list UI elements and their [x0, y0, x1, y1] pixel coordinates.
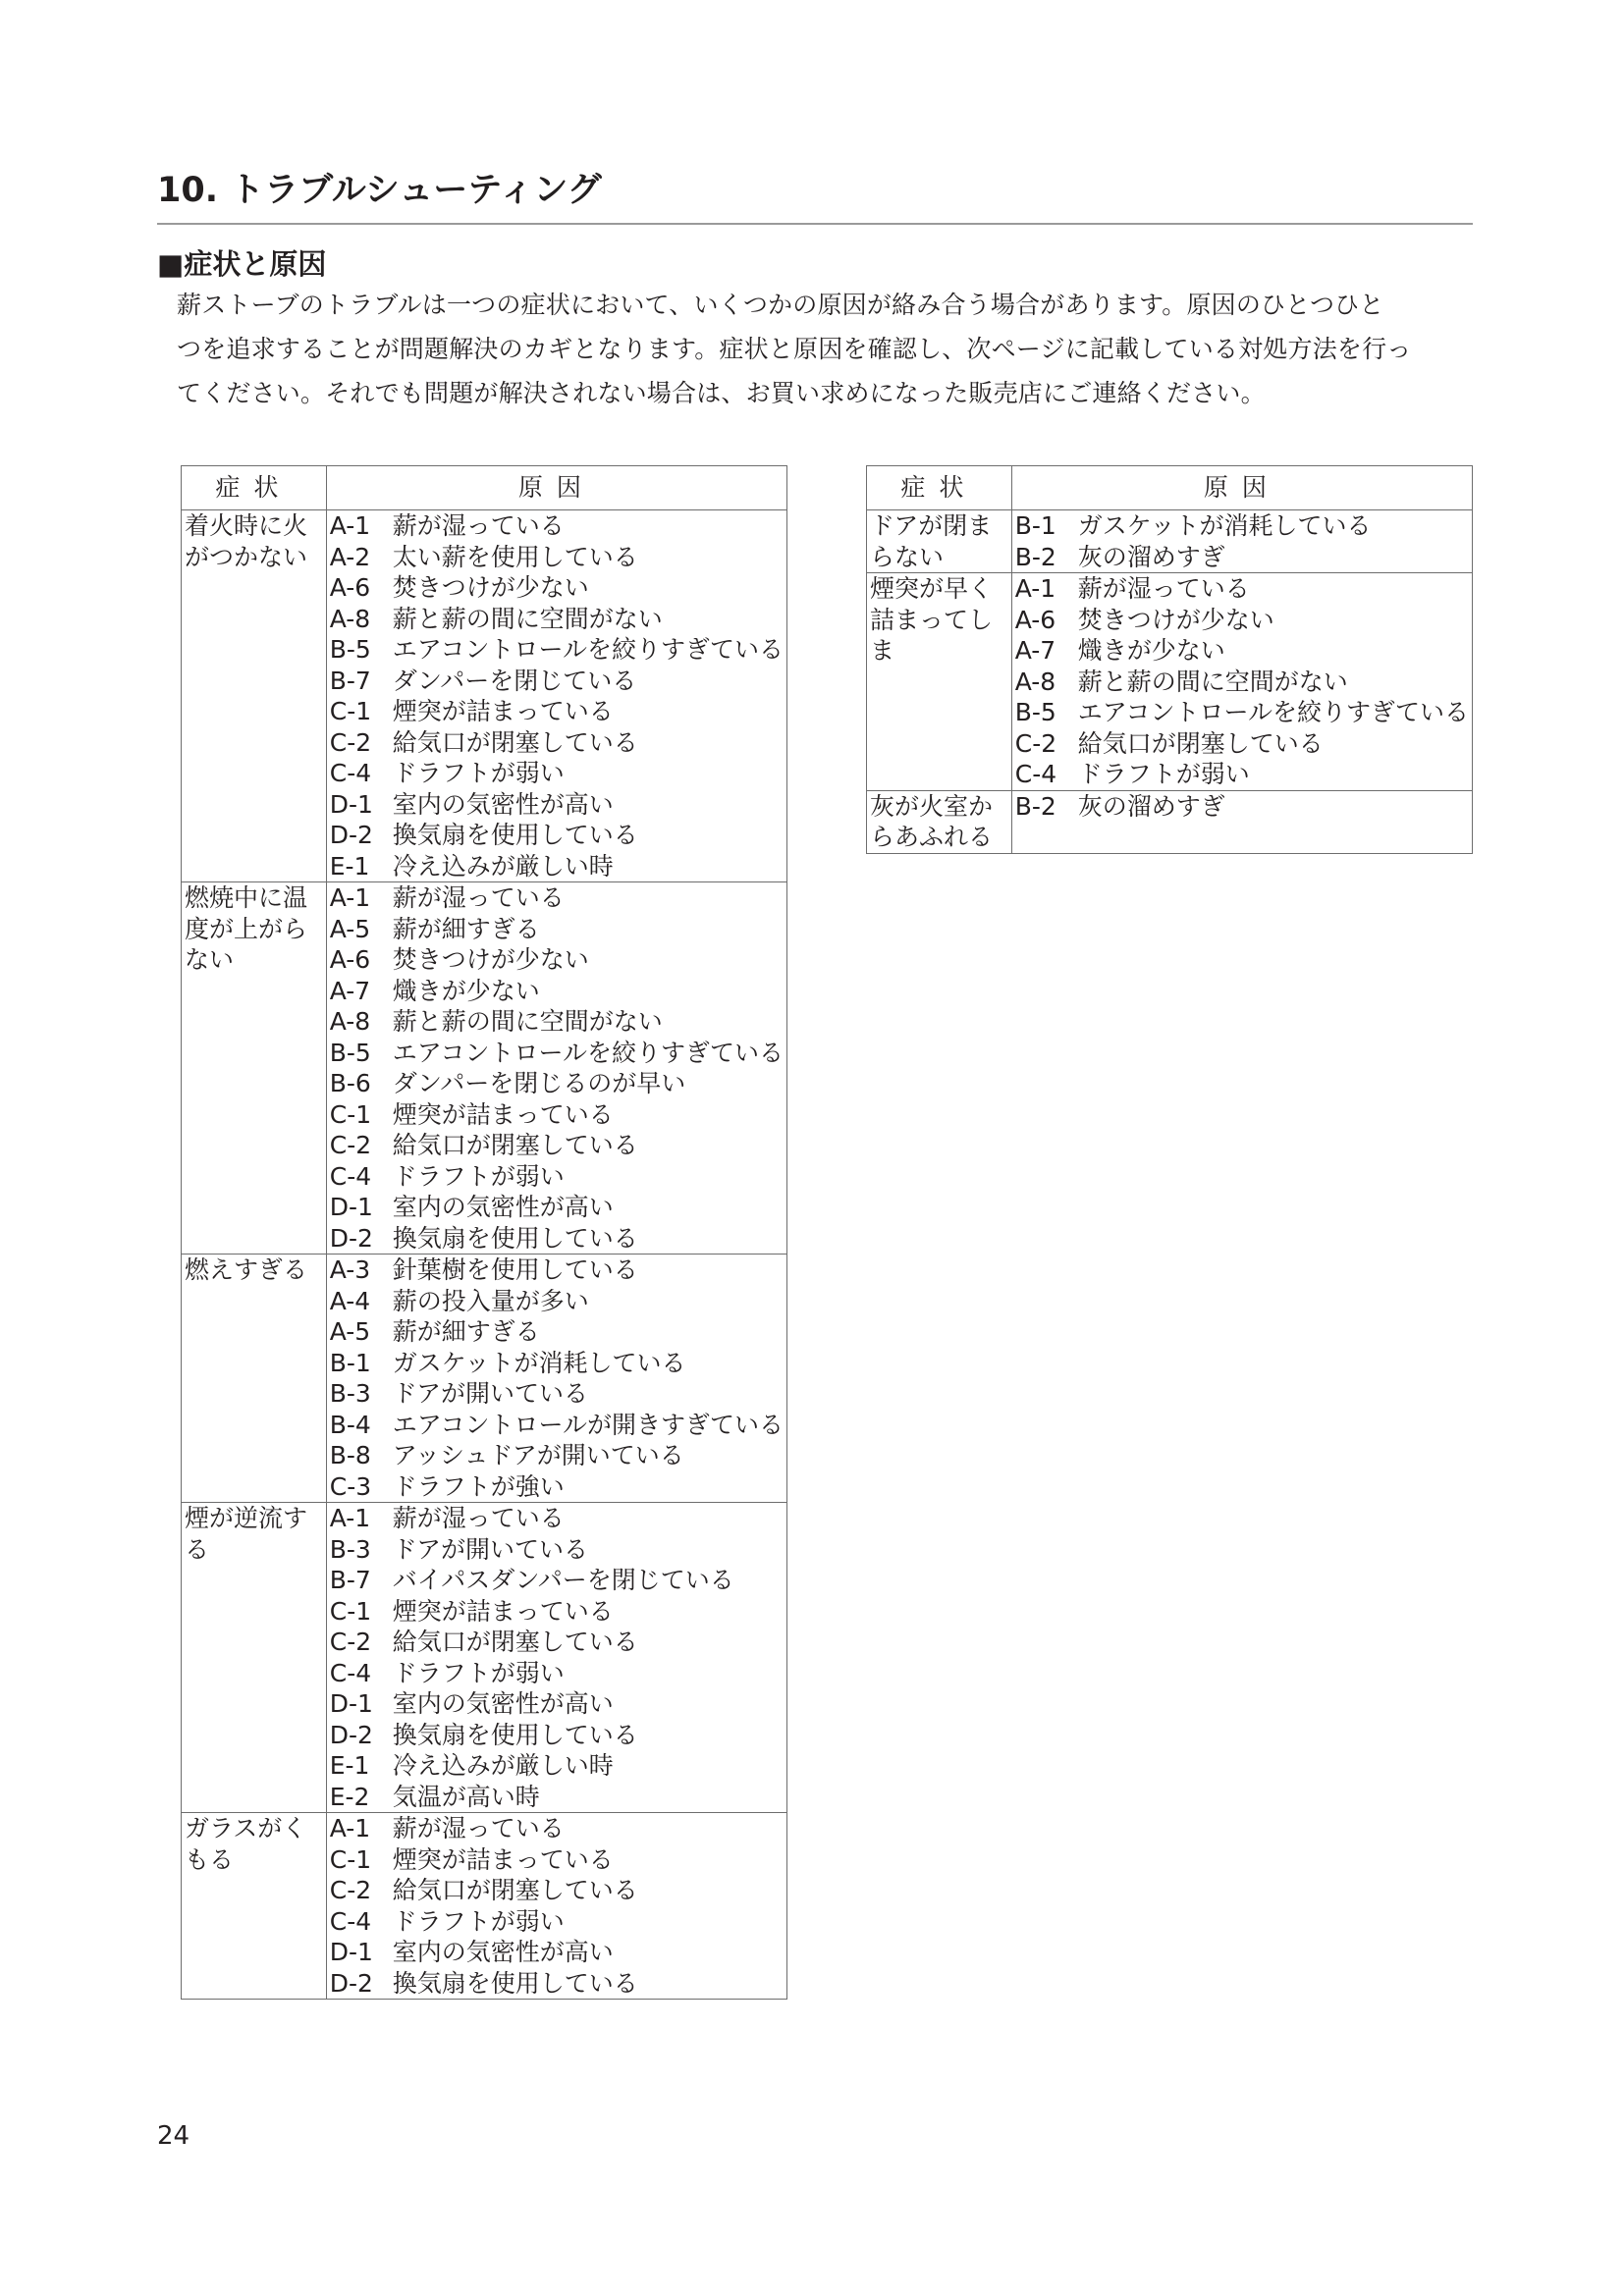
cause-text: ドラフトが弱い	[1077, 760, 1250, 788]
cause-text: ガスケットが消耗している	[1077, 511, 1372, 540]
cause-text: 気温が高い時	[392, 1782, 540, 1811]
cause-text: 換気扇を使用している	[392, 1720, 638, 1749]
cause-item	[330, 1161, 784, 1193]
cause-item	[330, 1503, 784, 1534]
cause-code: D-2	[329, 1968, 373, 1998]
cause-code: B-6	[329, 1069, 371, 1097]
cause-code: A-8	[1014, 667, 1056, 696]
cause-text: 薪が湿っている	[392, 883, 565, 912]
intro-line: つを追求することが問題解決のカギとなります。症状と原因を確認し、次ページに記載している対処方法を行っ	[177, 335, 1412, 363]
cause-code: C-2	[329, 1131, 372, 1159]
cause-item	[1015, 791, 1469, 823]
cause-item	[330, 1471, 784, 1503]
page-number: 24	[157, 2121, 190, 2151]
table-row	[182, 1503, 787, 1813]
cause-text: 焚きつけが少ない	[392, 573, 589, 602]
cause-text: 薪が湿っている	[392, 511, 565, 540]
cause-text: 薪と薪の間に空間がない	[392, 1007, 663, 1036]
cause-code: A-1	[329, 883, 371, 912]
intro-line: てください。それでも問題が解決されない場合は、お買い求めになった販売店にご連絡ください。	[177, 379, 1266, 407]
cause-item	[330, 1286, 784, 1317]
symptom-cell: 燃焼中に温度が上がらない	[182, 882, 327, 1255]
intro-paragraph	[177, 283, 1463, 415]
header-cause: 原因	[326, 466, 786, 510]
cause-text: 冷え込みが厳しい時	[392, 1751, 614, 1780]
table-body	[182, 510, 787, 2000]
cause-code: A-3	[329, 1255, 371, 1284]
cause-item	[1015, 573, 1469, 605]
cause-text: 煙突が詰まっている	[392, 697, 614, 725]
table-row	[867, 510, 1473, 573]
cause-text: 薪と薪の間に空間がない	[1077, 667, 1348, 696]
cause-text: 煙突が詰まっている	[392, 1099, 614, 1129]
cause-item	[330, 758, 784, 789]
cause-text: 薪が細すぎる	[392, 1317, 540, 1346]
cause-item	[330, 882, 784, 914]
cause-item	[1015, 697, 1469, 728]
cause-code: D-1	[329, 1193, 373, 1221]
cause-code: B-1	[1014, 511, 1056, 540]
cause-item	[330, 1192, 784, 1223]
cause-code: D-2	[329, 1720, 373, 1749]
cause-code: E-1	[329, 1751, 370, 1780]
cause-code: D-2	[329, 821, 373, 849]
symptom-cell: ガラスがくもる	[182, 1813, 327, 2000]
cause-item	[330, 634, 784, 666]
symptom-cell: ドアが閉まらない	[867, 510, 1012, 573]
cause-code: A-6	[329, 945, 371, 974]
cause-text: ドラフトが強い	[392, 1471, 565, 1501]
cause-item	[1015, 728, 1469, 760]
cause-item	[330, 1906, 784, 1938]
cause-cell	[1011, 790, 1472, 853]
table-header-row	[867, 466, 1473, 510]
intro-line: 薪ストーブのトラブルは一つの症状において、いくつかの原因が絡み合う場合があります。原因のひとつひと	[177, 291, 1384, 319]
cause-code: C-4	[1014, 760, 1057, 788]
cause-code: D-1	[329, 1689, 373, 1718]
cause-cell	[1011, 573, 1472, 791]
cause-text: 薪が湿っている	[392, 1814, 565, 1842]
table-row	[182, 510, 787, 882]
table-row	[867, 573, 1473, 791]
cause-code: A-1	[1014, 574, 1056, 603]
cause-code: C-3	[329, 1471, 372, 1501]
cause-text: 室内の気密性が高い	[392, 1689, 614, 1718]
cause-text: ドアが開いている	[392, 1379, 588, 1408]
cause-item	[1015, 605, 1469, 636]
cause-cell	[1011, 510, 1472, 573]
cause-item	[330, 976, 784, 1007]
cause-text: 焚きつけが少ない	[1077, 605, 1274, 634]
cause-item	[330, 1410, 784, 1441]
cause-cell	[326, 510, 786, 882]
cause-text: ドアが開いている	[392, 1534, 588, 1564]
cause-text: 熾きが少ない	[1077, 636, 1225, 665]
cause-code: C-1	[329, 1596, 372, 1626]
cause-code: D-1	[329, 789, 373, 819]
cause-text: ダンパーを閉じるのが早い	[392, 1069, 686, 1097]
cause-item	[330, 1627, 784, 1658]
cause-item	[330, 510, 784, 542]
cause-code: B-4	[329, 1410, 371, 1439]
cause-item	[1015, 759, 1469, 790]
symptom-cell: 煙が逆流する	[182, 1503, 327, 1813]
table-body	[867, 510, 1473, 854]
cause-item	[330, 1099, 784, 1131]
cause-text: 針葉樹を使用している	[392, 1255, 638, 1284]
title-rule	[157, 223, 1473, 225]
cause-item	[330, 1038, 784, 1069]
cause-text: ダンパーを閉じている	[392, 666, 637, 695]
cause-code: B-3	[329, 1379, 371, 1408]
symptom-cell: 燃えすぎる	[182, 1255, 327, 1503]
cause-text: 薪の投入量が多い	[392, 1286, 589, 1315]
cause-code: C-4	[329, 1906, 372, 1936]
cause-item	[330, 1068, 784, 1099]
cause-code: C-2	[329, 727, 372, 757]
table-header-row	[182, 466, 787, 510]
cause-item	[1015, 635, 1469, 667]
cause-item	[330, 666, 784, 697]
table-row	[867, 790, 1473, 853]
cause-item	[330, 696, 784, 727]
cause-code: C-4	[329, 1161, 372, 1191]
cause-cell	[326, 882, 786, 1255]
symptom-cell: 着火時に火がつかない	[182, 510, 327, 882]
cause-text: 薪が細すぎる	[392, 914, 540, 943]
cause-cell	[326, 1813, 786, 2000]
cause-item	[330, 1844, 784, 1876]
cause-text: 室内の気密性が高い	[392, 789, 614, 819]
cause-text: 熾きが少ない	[392, 976, 540, 1005]
cause-item	[1015, 542, 1469, 573]
cause-code: B-3	[329, 1534, 371, 1564]
cause-item	[330, 1006, 784, 1038]
table-row	[182, 1813, 787, 2000]
cause-text: 換気扇を使用している	[392, 821, 638, 849]
cause-text: ドラフトが弱い	[392, 1658, 565, 1687]
cause-text: 太い薪を使用している	[392, 542, 638, 571]
cause-code: D-1	[329, 1938, 373, 1966]
cause-item	[330, 572, 784, 604]
cause-item	[330, 1720, 784, 1751]
sub-heading: ■症状と原因	[157, 247, 327, 281]
cause-text: アッシュドアが開いている	[392, 1441, 684, 1469]
cause-code: B-5	[329, 635, 371, 664]
cause-text: エアコントロールが開きすぎている	[392, 1410, 784, 1439]
cause-item	[330, 1937, 784, 1968]
cause-item	[1015, 667, 1469, 698]
cause-text: 給気口が閉塞している	[392, 1876, 638, 1904]
cause-item	[330, 1875, 784, 1906]
cause-item	[330, 1688, 784, 1720]
cause-code: C-2	[329, 1628, 372, 1656]
cause-code: A-4	[329, 1286, 371, 1315]
cause-code: A-7	[329, 976, 371, 1005]
cause-item	[330, 1750, 784, 1782]
table-row	[182, 1255, 787, 1503]
cause-code: C-4	[329, 1658, 372, 1687]
cause-text: 煙突が詰まっている	[392, 1596, 614, 1626]
cause-item	[330, 1255, 784, 1286]
cause-text: エアコントロールを絞りすぎている	[392, 1038, 784, 1067]
cause-text: エアコントロールを絞りすぎている	[392, 635, 784, 664]
trouble-table-left	[181, 465, 787, 2000]
cause-code: E-1	[329, 851, 370, 881]
cause-item	[330, 1596, 784, 1628]
cause-item	[330, 1534, 784, 1566]
cause-code: A-6	[329, 573, 371, 602]
cause-item	[330, 1348, 784, 1379]
cause-cell	[326, 1255, 786, 1503]
cause-item	[330, 944, 784, 976]
cause-code: A-1	[329, 511, 371, 540]
cause-text: エアコントロールを絞りすぎている	[1077, 698, 1469, 726]
cause-text: ドラフトが弱い	[392, 759, 565, 787]
cause-item	[330, 914, 784, 945]
cause-text: 薪と薪の間に空間がない	[392, 604, 663, 633]
table-row	[182, 882, 787, 1255]
cause-text: 焚きつけが少ない	[392, 945, 589, 974]
cause-item	[330, 1378, 784, 1410]
cause-code: B-7	[329, 1566, 371, 1594]
cause-item	[330, 1130, 784, 1161]
cause-code: B-8	[329, 1441, 371, 1469]
cause-text: 給気口が閉塞している	[392, 1131, 638, 1159]
cause-code: C-1	[329, 1099, 372, 1129]
header-cause: 原因	[1011, 466, 1472, 510]
cause-text: 灰の溜めすぎ	[1077, 791, 1225, 821]
cause-code: A-8	[329, 1007, 371, 1036]
cause-text: 薪が湿っている	[1077, 574, 1250, 603]
cause-item	[330, 1658, 784, 1689]
header-symptom: 症状	[182, 466, 327, 510]
cause-code: D-2	[329, 1223, 373, 1253]
cause-code: B-5	[1014, 698, 1056, 726]
cause-code: B-1	[329, 1348, 371, 1377]
cause-item	[330, 1223, 784, 1255]
trouble-table-right	[866, 465, 1473, 854]
cause-text: 煙突が詰まっている	[392, 1844, 614, 1874]
cause-code: C-2	[1014, 728, 1057, 758]
cause-item	[330, 851, 784, 882]
header-symptom: 症状	[867, 466, 1012, 510]
cause-code: C-1	[329, 697, 372, 725]
cause-text: ドラフトが弱い	[392, 1906, 565, 1936]
cause-code: B-7	[329, 666, 371, 695]
cause-item	[330, 727, 784, 759]
cause-text: 換気扇を使用している	[392, 1223, 638, 1253]
cause-item	[330, 820, 784, 851]
cause-code: E-2	[329, 1782, 370, 1811]
cause-code: B-5	[329, 1038, 371, 1067]
cause-item	[330, 1968, 784, 2000]
symptom-cell: 灰が火室からあふれる	[867, 790, 1012, 853]
cause-text: 冷え込みが厳しい時	[392, 851, 614, 881]
cause-text: ドラフトが弱い	[392, 1161, 565, 1191]
cause-item	[1015, 510, 1469, 542]
section-title: 10. トラブルシューティング	[157, 171, 602, 210]
cause-code: C-2	[329, 1876, 372, 1904]
cause-code: A-7	[1014, 636, 1056, 665]
cause-cell	[326, 1503, 786, 1813]
cause-text: バイパスダンパーを閉じている	[392, 1566, 734, 1594]
cause-code: A-8	[329, 604, 371, 633]
cause-code: A-2	[329, 542, 371, 571]
cause-item	[330, 1440, 784, 1471]
cause-item	[330, 1782, 784, 1813]
cause-text: 室内の気密性が高い	[392, 1938, 614, 1966]
cause-code: B-2	[1014, 542, 1056, 571]
cause-text: 灰の溜めすぎ	[1077, 542, 1225, 571]
cause-item	[330, 789, 784, 821]
cause-code: C-4	[329, 759, 372, 787]
cause-item	[330, 604, 784, 635]
cause-code: A-6	[1014, 605, 1056, 634]
cause-item	[330, 1316, 784, 1348]
cause-code: A-5	[329, 914, 371, 943]
symptom-cell: 煙突が早く詰まってしま	[867, 573, 1012, 791]
cause-code: A-1	[329, 1814, 371, 1842]
cause-code: A-5	[329, 1317, 371, 1346]
cause-text: 給気口が閉塞している	[392, 727, 638, 757]
cause-text: 給気口が閉塞している	[1077, 728, 1324, 758]
cause-code: B-2	[1014, 791, 1056, 821]
cause-text: 換気扇を使用している	[392, 1968, 638, 1998]
cause-item	[330, 1813, 784, 1844]
cause-text: 給気口が閉塞している	[392, 1628, 638, 1656]
cause-code: A-1	[329, 1504, 371, 1532]
cause-text: ガスケットが消耗している	[392, 1348, 686, 1377]
cause-text: 室内の気密性が高い	[392, 1193, 614, 1221]
cause-code: C-1	[329, 1844, 372, 1874]
cause-item	[330, 542, 784, 573]
cause-text: 薪が湿っている	[392, 1504, 565, 1532]
cause-item	[330, 1565, 784, 1596]
